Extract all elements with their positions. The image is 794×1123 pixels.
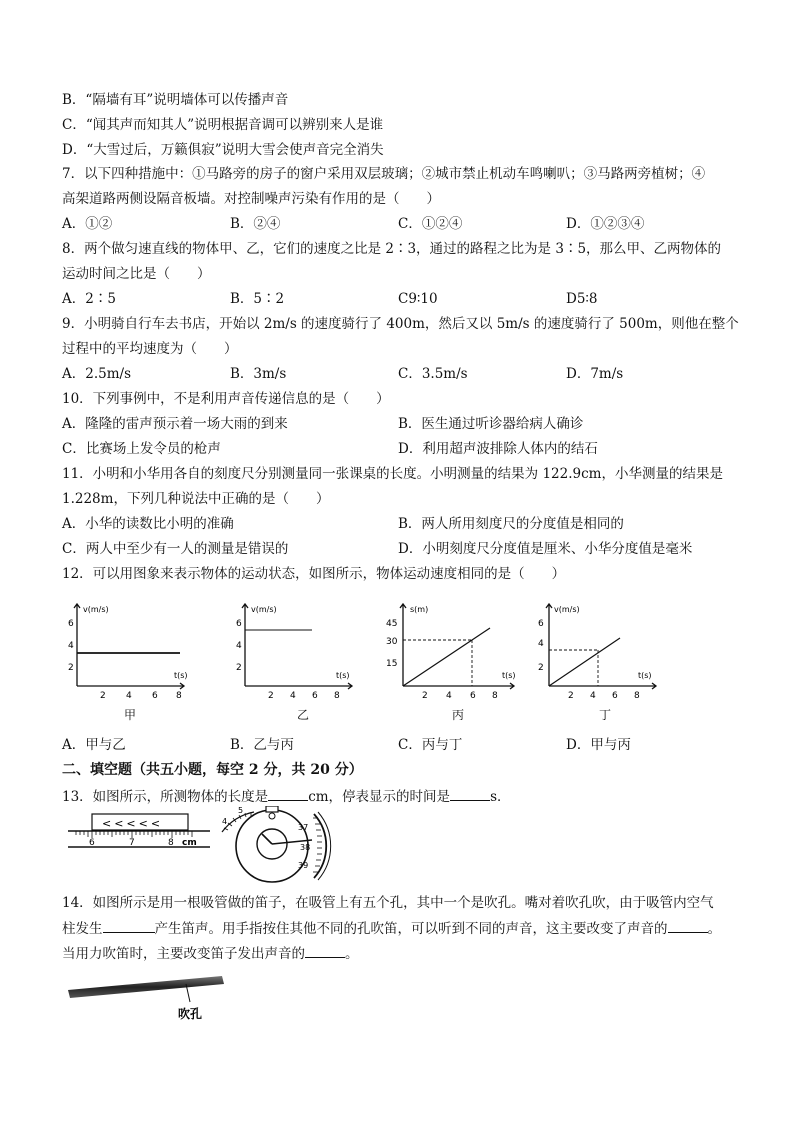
q12-option-b: B．乙与丙: [230, 737, 294, 753]
ruler-unit-label: cm: [182, 838, 197, 848]
q12-ding-xtick: 2: [568, 691, 574, 701]
section-title: 二、填空题（共五小题，每空 2 分，共 20 分）: [62, 762, 363, 778]
q12-yi-ytick: 6: [236, 619, 242, 629]
q14-text-d: 当用力吹笛时，主要改变笛子发出声音的: [62, 946, 305, 962]
q12-graph-bing: [386, 598, 520, 716]
ruler-figure: [64, 812, 214, 854]
q8-stem-line1: 8．两个做匀速直线的物体甲、乙，它们的速度之比是 2∶3，通过的路程之比为是 3∶5，那么甲、乙两物体的: [62, 241, 722, 257]
q9-stem-line1: 9．小明骑自行车去书店，开始以 2m/s 的速度骑行了 400m，然后又以 5m/s 的速度骑行了 500m，则他在整个: [62, 316, 739, 332]
stopwatch-second-label: 37: [298, 823, 309, 832]
blow-hole-label: 吹孔: [178, 1007, 203, 1021]
q14-blank-loudness[interactable]: [305, 944, 345, 958]
q14-text-a: 柱发生: [62, 921, 103, 937]
q12-yi-ytick: 4: [236, 641, 242, 651]
q14-stem-line2: [62, 919, 721, 938]
q12-ding-xlabel: t(s): [638, 671, 652, 680]
q12-option-a: A．甲与乙: [62, 737, 126, 753]
q12-bing-xtick: 2: [422, 691, 428, 701]
q10-stem: 10．下列事例中，不是利用声音传递信息的是（ ）: [62, 391, 390, 407]
q13-text-c: s．: [490, 789, 511, 805]
q12-yi-ytick: 2: [236, 663, 242, 673]
q9-option-c: C．3.5m/s: [398, 366, 468, 382]
q12-stem: 12．可以用图象来表示物体的运动状态，如图所示，物体运动速度相同的是（ ）: [62, 566, 566, 582]
q12-bing-xtick: 8: [492, 691, 498, 701]
q12-jia-ytick: 6: [68, 619, 74, 629]
q12-yi-xtick: 8: [334, 691, 340, 701]
q12-bing-ytick: 45: [386, 619, 398, 629]
stopwatch-minute-label: 4: [222, 817, 228, 826]
q8-option-a: A．2∶5: [62, 291, 116, 307]
q12-option-c: C．丙与丁: [398, 737, 463, 753]
q9-stem-line2: 过程中的平均速度为（ ）: [62, 341, 238, 357]
q12-bing-ylabel: s(m): [410, 605, 429, 614]
q14-blank-vibration[interactable]: [103, 919, 155, 933]
flute-figure: [64, 972, 234, 1028]
q7-option-a: A．①②: [62, 216, 113, 232]
q7-option-b: B．②④: [230, 216, 281, 232]
q14-stem-line3: [62, 944, 359, 963]
q14-text-c: 。: [707, 921, 721, 937]
q6-option-d: D．“大雪过后，万籁俱寂”说明大雪会使声音完全消失: [62, 142, 384, 158]
q12-ding-ylabel: v(m/s): [554, 605, 580, 614]
q12-yi-xlabel: t(s): [336, 671, 350, 680]
q12-ding-ytick: 4: [538, 639, 544, 649]
q12-jia-xtick: 4: [126, 691, 132, 701]
q12-jia-ylabel: v(m/s): [83, 605, 109, 614]
q11-option-d: D．小明刻度尺分度值是厘米、小华分度值是毫米: [398, 541, 693, 557]
q9-option-d: D．7m/s: [566, 366, 624, 382]
q11-stem-line2: 1.228m，下列几种说法中正确的是（ ）: [62, 491, 330, 507]
q12-bing-xlabel: t(s): [502, 671, 516, 680]
straw-flute: [68, 976, 224, 998]
q12-yi-xtick: 2: [268, 691, 274, 701]
ruler-tick-label: 6: [89, 838, 95, 848]
stopwatch-minute-label: 5: [238, 806, 244, 815]
q10-option-a: A．隆隆的雷声预示着一场大雨的到来: [62, 416, 288, 432]
q9-option-a: A．2.5m/s: [62, 366, 131, 382]
q11-option-a: A．小华的读数比小明的准确: [62, 516, 234, 532]
q12-graph-jia: [60, 598, 190, 716]
q12-caption-jia: 甲: [124, 708, 137, 722]
q12-yi-ylabel: v(m/s): [251, 605, 277, 614]
q12-jia-xtick: 6: [152, 691, 158, 701]
ruler-tick-label: 7: [129, 838, 135, 848]
q12-caption-yi: 乙: [297, 708, 310, 722]
q12-option-d: D．甲与丙: [566, 737, 631, 753]
q14-text-e: 。: [345, 946, 359, 962]
q7-stem-line2: 高架道路两侧设隔音板墙。对控制噪声污染有作用的是（ ）: [62, 191, 440, 207]
q12-ding-xtick: 8: [634, 691, 640, 701]
q12-ding-ytick: 2: [538, 663, 544, 673]
q11-stem-line1: 11．小明和小华用各自的刻度尺分别测量同一张课桌的长度。小明测量的结果为 122.9cm，小华测量的结果是: [62, 466, 723, 482]
q12-bing-ytick: 30: [386, 637, 398, 647]
q9-option-b: B．3m/s: [230, 366, 287, 382]
stopwatch-crown[interactable]: [266, 806, 278, 812]
q12-caption-bing: 丙: [452, 708, 465, 722]
q8-option-c: C9∶10: [398, 291, 438, 307]
q12-caption-ding: 丁: [599, 708, 612, 722]
object-marks: <<<<<: [102, 817, 164, 830]
q10-option-d: D．利用超声波排除人体内的结石: [398, 441, 598, 457]
q11-option-c: C．两人中至少有一人的测量是错误的: [62, 541, 289, 557]
q12-graph-ding: [532, 598, 662, 716]
q14-stem-line1: 14．如图所示是用一根吸管做的笛子，在吸管上有五个孔，其中一个是吹孔。嘴对着吹孔吹，由于吸管内空气: [62, 895, 714, 911]
q12-yi-xtick: 4: [290, 691, 296, 701]
q10-option-b: B．医生通过听诊器给病人确诊: [398, 416, 584, 432]
q12-jia-xlabel: t(s): [174, 671, 188, 680]
q7-stem-line1: 7．以下四种措施中：①马路旁的房子的窗户采用双层玻璃；②城市禁止机动车鸣喇叭；③马路两旁植树；④: [62, 166, 706, 182]
stopwatch-second-label: 38: [300, 843, 311, 852]
q12-ding-xtick: 4: [590, 691, 596, 701]
q12-bing-xtick: 4: [446, 691, 452, 701]
q12-bing-xtick: 6: [470, 691, 476, 701]
q12-jia-ytick: 4: [68, 641, 74, 651]
q7-option-d: D．①②③④: [566, 216, 645, 232]
q10-option-c: C．比赛场上发令员的枪声: [62, 441, 221, 457]
q12-jia-xtick: 8: [176, 691, 182, 701]
q13-text-b: cm，停表显示的时间是: [308, 789, 451, 805]
q13-blank-length[interactable]: [268, 787, 308, 801]
ruler-tick-label: 8: [168, 838, 174, 848]
q6-option-b: B．“隔墙有耳”说明墙体可以传播声音: [62, 92, 289, 108]
q13-stem: [62, 787, 511, 806]
q12-jia-ytick: 2: [68, 663, 74, 673]
q12-jia-xtick: 2: [100, 691, 106, 701]
q12-ding-ytick: 6: [538, 619, 544, 629]
q13-text-a: 13．如图所示，所测物体的长度是: [62, 789, 269, 805]
q12-graph-yi: [228, 598, 358, 716]
q6-option-c: C．“闻其声而知其人”说明根据音调可以辨别来人是谁: [62, 117, 384, 133]
q14-text-b: 产生笛声。用手指按住其他不同的孔吹笛，可以听到不同的声音，这主要改变了声音的: [154, 921, 668, 937]
stopwatch-figure: [214, 806, 334, 886]
q12-ding-xtick: 6: [612, 691, 618, 701]
q14-blank-property[interactable]: [668, 919, 708, 933]
stopwatch-second-label: 39: [298, 861, 309, 870]
q7-option-c: C．①②④: [398, 216, 463, 232]
q8-stem-line2: 运动时间之比是（ ）: [62, 266, 211, 282]
q8-option-d: D5∶8: [566, 291, 598, 307]
q8-option-b: B．5∶2: [230, 291, 285, 307]
q11-option-b: B．两人所用刻度尺的分度值是相同的: [398, 516, 624, 532]
q12-yi-xtick: 6: [312, 691, 318, 701]
q13-blank-time[interactable]: [450, 787, 490, 801]
q12-bing-ytick: 15: [386, 659, 398, 669]
